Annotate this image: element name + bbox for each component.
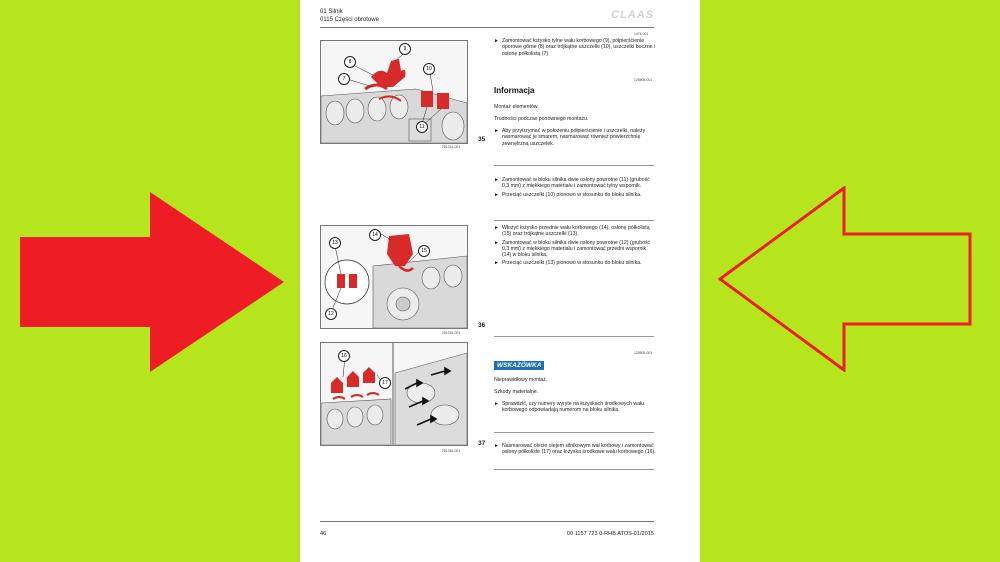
warning-badge: WSKAZÓWKA: [494, 361, 544, 370]
callout: 9: [399, 43, 411, 55]
left-pointing-outline-arrow: [718, 186, 974, 372]
footer-rule: [320, 521, 654, 522]
step-number: 36: [478, 322, 486, 329]
separator: [494, 336, 654, 337]
warning-line: Nieprawidłowy montaż.: [494, 377, 548, 383]
instruction-text: Włożyć łożysko przednie wału korbowego (14), osłonę półkolistą (15) oraz trójkątne uszczelki (13).: [501, 225, 650, 238]
info-heading: Informacja: [494, 86, 535, 95]
bullet-arrow-icon: ►: [494, 177, 499, 183]
callout: 8: [344, 56, 356, 68]
page-header: [320, 8, 379, 24]
callout: 16: [338, 350, 350, 362]
bullet-arrow-icon: ►: [494, 128, 499, 134]
section-title: 01 Silnik: [320, 9, 343, 15]
instruction-text: Przeciąć uszczelki (13) pionowo w stosunku do bloku silnika.: [501, 260, 642, 267]
instruction-text: Sprawdzić, czy numery wyryte na łożyskach środkowych wału korbowego odpowiadają numerom na bloku silnika.: [501, 401, 645, 414]
figure-1: [320, 40, 468, 144]
warning-line: Szkody materialne.: [494, 389, 539, 395]
bullet-arrow-icon: ►: [494, 401, 499, 407]
instruction-text: Zamontować łożysko tylne wału korbowego (9), półpierścienie oporowe górne (8) oraz trójkątne uszczelki (10), uszczelki boczne i osłonę półkolistą (7).: [501, 38, 656, 57]
bullet-arrow-icon: ►: [494, 38, 499, 44]
info-bullet: [494, 128, 656, 149]
step-36-text-continued: [494, 225, 656, 269]
instruction-text: Nasmarować obicie olejem silnikowym wał korbowy i zamontować osłony półkoliste (17) oraz łożyska środkowe wału korbowego (16).: [501, 443, 656, 456]
ref-code: 125505-001: [634, 78, 653, 82]
subsection-title: 0115 Części obrotowe: [320, 17, 379, 23]
separator: [494, 165, 654, 166]
figure-ref: 281315-001: [442, 331, 461, 335]
bullet-arrow-icon: ►: [494, 225, 499, 231]
step-35-text: [494, 38, 656, 59]
figure-3: [320, 342, 468, 446]
callout: 12: [325, 308, 337, 320]
callout: 11: [416, 121, 428, 133]
bullet-arrow-icon: ►: [494, 191, 499, 198]
separator: [494, 220, 654, 221]
ref-code: 1471-001: [634, 32, 649, 36]
warning-bullet: [494, 401, 656, 416]
ref-code: 125505-001: [634, 351, 653, 355]
callout: 10: [423, 63, 435, 75]
step-number: 35: [478, 136, 486, 143]
bullet-arrow-icon: ►: [494, 443, 499, 449]
right-pointing-arrow: [20, 192, 284, 372]
instruction-text: Zamontować w bloku silnika dwie osłony powrotne (12) (grubość 0,3 mm) z miękkiego materiału i zamontować przedni wspornik (14) w bloku silnika.: [501, 239, 651, 259]
step-37-text: [494, 443, 656, 458]
callout: 17: [379, 377, 391, 389]
info-line: Trudności podczas ponownego montażu.: [494, 116, 589, 122]
instruction-text: Zamontować w bloku silnika dwie osłony powrotne (11) (grubość 0,3 mm) z miękkiego materiału i zamontować tylny wspornik.: [501, 177, 650, 190]
header-rule: [320, 27, 654, 28]
manual-page: [300, 0, 700, 562]
bullet-arrow-icon: ►: [494, 239, 499, 246]
info-line: Montaż elementów.: [494, 104, 539, 110]
separator: [494, 469, 654, 470]
step-36-text: [494, 177, 656, 200]
instruction-text: Aby przytrzymać w położeniu półpierścienie i uszczelki, należy nasmarować je smarem, nasmarować również powierzchnię zewnętrzną uszczelek.: [501, 128, 646, 147]
separator: [494, 432, 654, 433]
callout: 14: [369, 229, 381, 241]
callout: 7: [338, 73, 350, 85]
figure-ref: 281316-001: [442, 449, 461, 453]
figure-2: [320, 225, 468, 329]
document-code: 00 1157 723 0-RHB ATOS-01/2015: [566, 531, 654, 537]
step-number: 37: [478, 440, 486, 447]
bullet-arrow-icon: ►: [494, 260, 499, 267]
callout: 13: [329, 237, 341, 249]
page-number: 46: [320, 531, 327, 537]
callout: 15: [418, 245, 430, 257]
instruction-text: Przeciąć uszczelki (10) pionowo w stosunku do bloku silnika.: [501, 191, 642, 198]
figure-ref: 281314-001: [442, 145, 461, 149]
brand-logo: CLAAS: [611, 9, 654, 21]
